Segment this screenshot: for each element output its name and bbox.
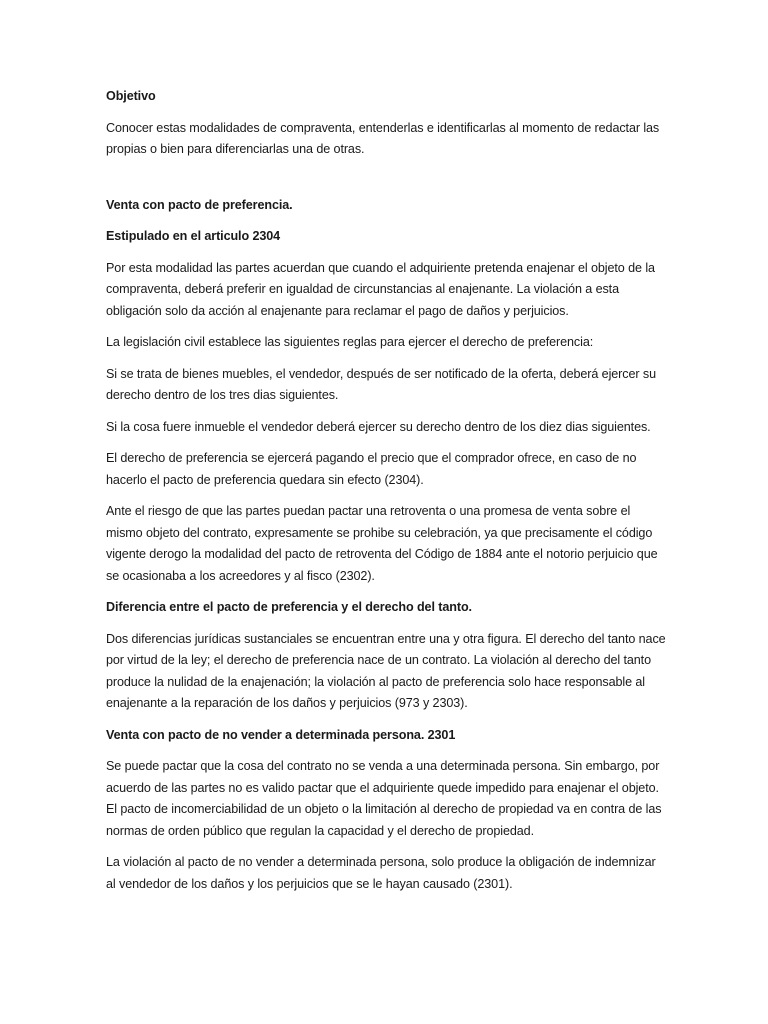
document-page bbox=[106, 86, 666, 905]
paragraph-rule-movables: Si se trata de bienes muebles, el vendedor, después de ser notificado de la oferta, deberá ejercer su derecho dentro de los tres dias siguientes. bbox=[106, 366, 656, 402]
paragraph-rules-intro: La legislación civil establece las siguientes reglas para ejercer el derecho de preferencia: bbox=[106, 335, 594, 349]
paragraph-no-sell-definition: Se puede pactar que la cosa del contrato no se venda a una determinada persona. Sin embargo, por acuerdo de las partes no es valido pactar que el adquiriente quede impedido para enajenar el objeto. El pacto de incomerciabilidad de un objeto o la limitación al derecho de propiedad va en contra de las normas de orden público que regulan la capacidad y el derecho de propiedad. bbox=[106, 759, 662, 838]
section-title-no-sell: Venta con pacto de no vender a determinada persona. 2301 bbox=[106, 727, 456, 742]
section-title-preference: Venta con pacto de preferencia. bbox=[106, 197, 293, 212]
paragraph-rule-immovables: Si la cosa fuere inmueble el vendedor deberá ejercer su derecho dentro de los diez dias siguientes. bbox=[106, 419, 651, 434]
paragraph-retroventa: Ante el riesgo de que las partes puedan pactar una retroventa o una promesa de venta sobre el mismo objeto del contrato, expresamente se prohibe su celebración, ya que precisamente el código vigente derogo la modalidad del pacto de retroventa del Código de 1884 ante el notorio perjuicio que se ocasionaba a los acreedores y al fisco (2302). bbox=[106, 504, 658, 583]
paragraph-price-rule: El derecho de preferencia se ejercerá pagando el precio que el comprador ofrece, en caso de no hacerlo el pacto de preferencia quedara sin efecto (2304). bbox=[106, 451, 637, 487]
objective-paragraph: Conocer estas modalidades de compraventa, entenderlas e identificarlas al momento de redactar las propias o bien para diferenciarlas una de otras. bbox=[106, 120, 660, 156]
paragraph-no-sell-violation: La violación al pacto de no vender a determinada persona, solo produce la obligación de indemnizar al vendedor de los daños y los perjuicios que se le hayan causado (2301). bbox=[106, 855, 656, 891]
objective-heading: Objetivo bbox=[106, 89, 156, 103]
paragraph-differences: Dos diferencias jurídicas sustanciales se encuentran entre una y otra figura. El derecho del tanto nace por virtud de la ley; el derecho de preferencia nace de un contrato. La violación al derecho del tanto produce la nulidad de la enajenación; la violación al pacto de preferencia solo hace responsable al enajenante a la reparación de los daños y perjuicios (973 y 2303). bbox=[106, 631, 666, 710]
paragraph-preference-definition: Por esta modalidad las partes acuerdan que cuando el adquiriente pretenda enajenar el objeto de la compraventa, deberá preferir en igualdad de circunstancias al enajenante. La violación a esta obligación solo da acción al enajenante para reclamar el pago de daños y perjuicios. bbox=[106, 260, 655, 318]
section-title-difference: Diferencia entre el pacto de preferencia y el derecho del tanto. bbox=[106, 600, 472, 614]
section-subtitle-article: Estipulado en el articulo 2304 bbox=[106, 229, 281, 243]
